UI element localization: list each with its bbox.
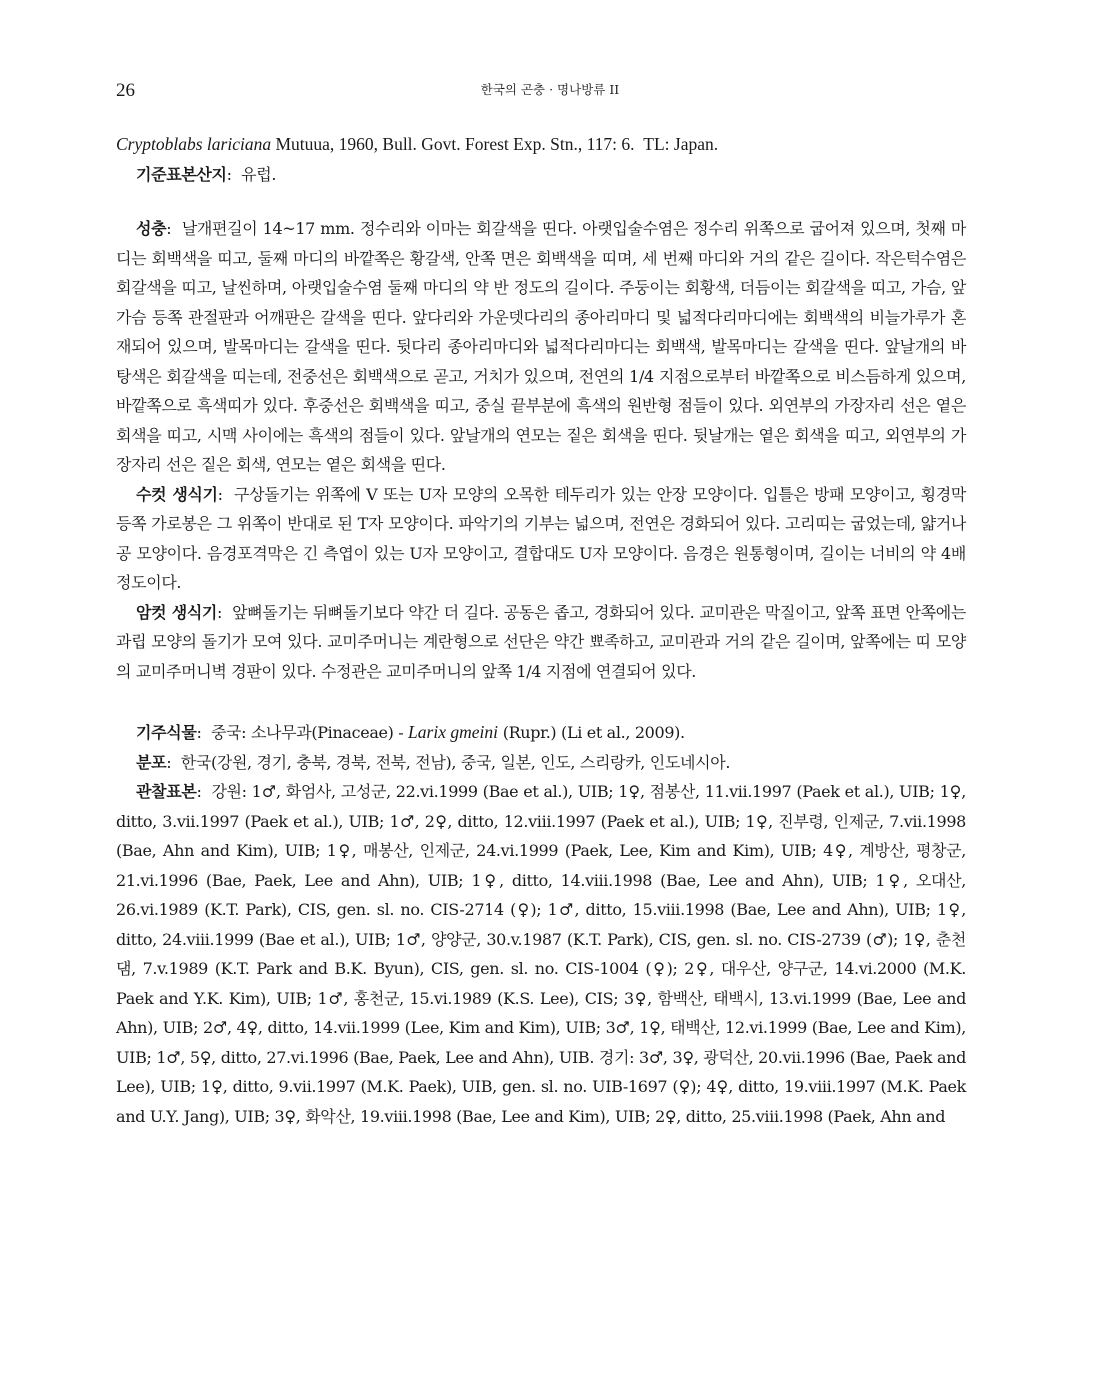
type-locality-value: 유럽. [241,164,277,184]
synonym-citation: Mutuua, 1960, Bull. Govt. Forest Exp. Stn., 117: 6. [275,134,635,154]
host-plant-suffix: (Rupr.) (Li et al., 2009). [497,723,685,742]
adult-text: 날개편길이 14~17 mm. 정수리와 이마는 회갈색을 띤다. 아랫입술수염은 정수리 위쪽으로 굽어져 있으며, 첫째 마디는 회백색을 띠고, 둘째 마디의 바깥쪽은 황갈색, 안쪽 면은 회백색을 띠며, 세 번째 마디와 거의 같은 길이다. 작은턱수염은 회갈색을 띠고, 날씬하며, 아랫입술수염 둘째 마디의 약 반 정도의 길이다. 주둥이는 회황색, 더듬이는 회갈색을 띠고, 가슴, 앞가슴 등쪽 관절판과 어깨판은 갈색을 띤다. 앞다리와 가운뎃다리의 종아리마디 및 넓적다리마디에는 회백색의 비늘가루가 혼재되어 있으며, 발목마디는 갈색을 띤다. 뒷다리 종아리마디와 넓적다리마디는 회백색, 발목마디는 갈색을 띤다. 앞날개의 바탕색은 회갈색을 띠는데, 전중선은 회백색으로 곧고, 거치가 있으며, 전연의 1/4 지점으로부터 바깥쪽으로 비스듬하게 있으며, 바깥쪽으로 흑색띠가 있다. 후중선은 회백색을 띠고, 중실 끝부분에 흑색의 원반형 점들이 있다. 외연부의 가장자리 선은 옅은 회색을 띠고, 시맥 사이에는 흑색의 점들이 있다. 앞날개의 연모는 짙은 회색을 띤다. 뒷날개는 옅은 회색을 띠고, 외연부의 가장자리 선은 짙은 회색, 연모는 옅은 회색을 띤다. [116,219,966,474]
type-locality-label: 기준표본산지 [136,164,227,184]
running-header: 한국의 곤충 · 명나방류 II [480,82,620,97]
page-number: 26 [116,80,135,101]
male-genitalia-label: 수컷 생식기 [136,484,218,504]
male-genitalia-text: 구상돌기는 위쪽에 V 또는 U자 모양의 오목한 테두리가 있는 안장 모양이다. 입틀은 방패 모양이고, 횡경막 등쪽 가로봉은 그 위쪽이 반대로 된 T자 모양이다. 파악기의 기부는 넓으며, 전연은 경화되어 있다. 고리띠는 굽었는데, 얇거나 공 모양이다. 음경포격막은 긴 측엽이 있는 U자 모양이고, 결합대도 U자 모양이다. 음경은 원통형이며, 길이는 너비의 약 4배 정도이다. [116,484,966,592]
adult-label: 성충 [136,219,167,238]
male-genitalia-description: 수컷 생식기: 구상돌기는 위쪽에 V 또는 U자 모양의 오목한 테두리가 있는 안장 모양이다. 입틀은 방패 모양이고, 횡경막 등쪽 가로봉은 그 위쪽이 반대로 된 T자 모양이다. 파악기의 기부는 넓으며, 전연은 경화되어 있다. 고리띠는 굽었는데, 얇거나 공 모양이다. 음경포격막은 긴 측엽이 있는 U자 모양이고, 결합대도 U자 모양이다. 음경은 원통형이며, 길이는 너비의 약 4배 정도이다. [116,484,966,592]
adult-description: 성충: 날개편길이 14~17 mm. 정수리와 이마는 회갈색을 띤다. 아랫입술수염은 정수리 위쪽으로 굽어져 있으며, 첫째 마디는 회백색을 띠고, 둘째 마디의 바깥쪽은 황갈색, 안쪽 면은 회백색을 띠며, 세 번째 마디와 거의 같은 길이다. 작은턱수염은 회갈색을 띠고, 날씬하며, 아랫입술수염 둘째 마디의 약 반 정도의 길이다. 주둥이는 회황색, 더듬이는 회갈색을 띠고, 가슴, 앞가슴 등쪽 관절판과 어깨판은 갈색을 띤다. 앞다리와 가운뎃다리의 종아리마디 및 넓적다리마디에는 회백색의 비늘가루가 혼재되어 있으며, 발목마디는 갈색을 띤다. 뒷다리 종아리마디와 넓적다리마디는 회백색, 발목마디는 갈색을 띤다. 앞날개의 바탕색은 회갈색을 띠는데, 전중선은 회백색으로 곧고, 거치가 있으며, 전연의 1/4 지점으로부터 바깥쪽으로 비스듬하게 있으며, 바깥쪽으로 흑색띠가 있다. 후중선은 회백색을 띠고, 중실 끝부분에 흑색의 원반형 점들이 있다. 외연부의 가장자리 선은 옅은 회색을 띠고, 시맥 사이에는 흑색의 점들이 있다. 앞날개의 연모는 짙은 회색을 띤다. 뒷날개는 옅은 회색을 띠고, 외연부의 가장자리 선은 짙은 회색, 연모는 옅은 회색을 띤다. [116,219,966,474]
type-locality-paragraph: 기준표본산지: 유럽. [136,164,277,184]
host-plant-paragraph: 기주식물: 중국: 소나무과(Pinaceae) - Larix gmeini (Rupr.) (Li et al., 2009). [136,722,685,742]
synonym-name: Cryptoblabs lariciana [116,134,272,154]
species-account [116,130,966,1131]
specimens-paragraph: 관찰표본: 강원: 1♂, 화엄사, 고성군, 22.vi.1999 (Bae et al.), UIB; 1♀, 점봉산, 11.vii.1997 (Paek et al.), UIB; 1♀, ditto, 3.vii.1997 (Paek et al.), UIB; 1♂, 2♀, ditto, 12.viii.1997 (Paek et al.), UIB; 1♀, 진부령, 인제군, 7.vii.1998 (Bae, Ahn and Kim), UIB; 1♀, 매봉산, 인제군, 24.vi.1999 (Paek, Lee, Kim and Kim), UIB; 4♀, 계방산, 평창군, 21.vi.1996 (Bae, Paek, Lee and Ahn), UIB; 1♀, ditto, 14.viii.1998 (Bae, Lee and Ahn), UIB; 1♀, 오대산, 26.vi.1989 (K.T. Park), CIS, gen. sl. no. CIS-2714 (♀); 1♂, ditto, 15.viii.1998 (Bae, Lee and Ahn), UIB; 1♀, ditto, 24.viii.1999 (Bae et al.), UIB; 1♂, 양양군, 30.v.1987 (K.T. Park), CIS, gen. sl. no. CIS-2739 (♂); 1♀, 춘천댐, 7.v.1989 (K.T. Park and B.K. Byun), CIS, gen. sl. no. CIS-1004 (♀); 2♀, 대우산, 양구군, 14.vi.2000 (M.K. Paek and Y.K. Kim), UIB; 1♂, 홍천군, 15.vi.1989 (K.S. Lee), CIS; 3♀, 함백산, 태백시, 13.vi.1999 (Bae, Lee and Ahn), UIB; 2♂, 4♀, ditto, 14.vii.1999 (Lee, Kim and Kim), UIB; 3♂, 1♀, 태백산, 12.vi.1999 (Bae, Lee and Kim), UIB; 1♂, 5♀, ditto, 27.vi.1996 (Bae, Paek, Lee and Ahn), UIB. 경기: 3♂, 3♀, 광덕산, 20.vii.1996 (Bae, Paek and Lee), UIB; 1♀, ditto, 9.vii.1997 (M.K. Paek), UIB, gen. sl. no. UIB-1697 (♀); 4♀, ditto, 19.viii.1997 (M.K. Paek and U.Y. Jang), UIB; 3♀, 화악산, 19.viii.1998 (Bae, Lee and Kim), UIB; 2♀, ditto, 25.viii.1998 (Paek, Ahn and [116,782,966,1126]
female-genitalia-text: 앞뼈돌기는 뒤뼈돌기보다 약간 더 길다. 공동은 좁고, 경화되어 있다. 교미관은 막질이고, 앞쪽 표면 안쪽에는 과립 모양의 돌기가 모여 있다. 교미주머니는 계란형으로 선단은 약간 뾰족하고, 교미관과 거의 같은 길이며, 앞쪽에는 띠 모양의 교미주머니벽 경판이 있다. 수정관은 교미주머니의 앞쪽 1/4 지점에 연결되어 있다. [116,602,966,681]
host-plant-prefix: 중국: 소나무과(Pinaceae) - [210,723,409,742]
specimens-label: 관찰표본 [136,782,197,801]
distribution-label: 분포 [136,752,167,772]
host-plant-label: 기주식물 [136,723,197,742]
distribution-text: 한국(강원, 경기, 충북, 경북, 전북, 전남), 중국, 일본, 인도, 스리랑카, 인도네시아. [180,752,731,772]
female-genitalia-label: 암컷 생식기 [136,602,218,622]
female-genitalia-description: 암컷 생식기: 앞뼈돌기는 뒤뼈돌기보다 약간 더 길다. 공동은 좁고, 경화되어 있다. 교미관은 막질이고, 앞쪽 표면 안쪽에는 과립 모양의 돌기가 모여 있다. 교미주머니는 계란형으로 선단은 약간 뾰족하고, 교미관과 거의 같은 길이며, 앞쪽에는 띠 모양의 교미주머니벽 경판이 있다. 수정관은 교미주머니의 앞쪽 1/4 지점에 연결되어 있다. [116,602,966,681]
distribution-paragraph: 분포: 한국(강원, 경기, 충북, 경북, 전북, 전남), 중국, 일본, 인도, 스리랑카, 인도네시아. [136,752,731,772]
synonym-type-locality: TL: Japan. [643,134,719,154]
host-plant-species: Larix gmeini [408,722,498,742]
specimens-text: 강원: 1♂, 화엄사, 고성군, 22.vi.1999 (Bae et al.), UIB; 1♀, 점봉산, 11.vii.1997 (Paek et al.), UIB; 1♀, ditto, 3.vii.1997 (Paek et al.), UIB; 1♂, 2♀, ditto, 12.viii.1997 (Paek et al.), UIB; 1♀, 진부령, 인제군, 7.vii.1998 (Bae, Ahn and Kim), UIB; 1♀, 매봉산, 인제군, 24.vi.1999 (Paek, Lee, Kim and Kim), UIB; 4♀, 계방산, 평창군, 21.vi.1996 (Bae, Paek, Lee and Ahn), UIB; 1♀, ditto, 14.viii.1998 (Bae, Lee and Ahn), UIB; 1♀, 오대산, 26.vi.1989 (K.T. Park), CIS, gen. sl. no. CIS-2714 (♀); 1♂, ditto, 15.viii.1998 (Bae, Lee and Ahn), UIB; 1♀, ditto, 24.viii.1999 (Bae et al.), UIB; 1♂, 양양군, 30.v.1987 (K.T. Park), CIS, gen. sl. no. CIS-2739 (♂); 1♀, 춘천댐, 7.v.1989 (K.T. Park and B.K. Byun), CIS, gen. sl. no. CIS-1004 (♀); 2♀, 대우산, 양구군, 14.vi.2000 (M.K. Paek and Y.K. Kim), UIB; 1♂, 홍천군, 15.vi.1989 (K.S. Lee), CIS; 3♀, 함백산, 태백시, 13.vi.1999 (Bae, Lee and Ahn), UIB; 2♂, 4♀, ditto, 14.vii.1999 (Lee, Kim and Kim), UIB; 3♂, 1♀, 태백산, 12.vi.1999 (Bae, Lee and Kim), UIB; 1♂, 5♀, ditto, 27.vi.1996 (Bae, Paek, Lee and Ahn), UIB. 경기: 3♂, 3♀, 광덕산, 20.vii.1996 (Bae, Paek and Lee), UIB; 1♀, ditto, 9.vii.1997 (M.K. Paek), UIB, gen. sl. no. UIB-1697 (♀); 4♀, ditto, 19.viii.1997 (M.K. Paek and U.Y. Jang), UIB; 3♀, 화악산, 19.viii.1998 (Bae, Lee and Kim), UIB; 2♀, ditto, 25.viii.1998 (Paek, Ahn and [116,782,966,1126]
synonym-line [116,130,966,160]
